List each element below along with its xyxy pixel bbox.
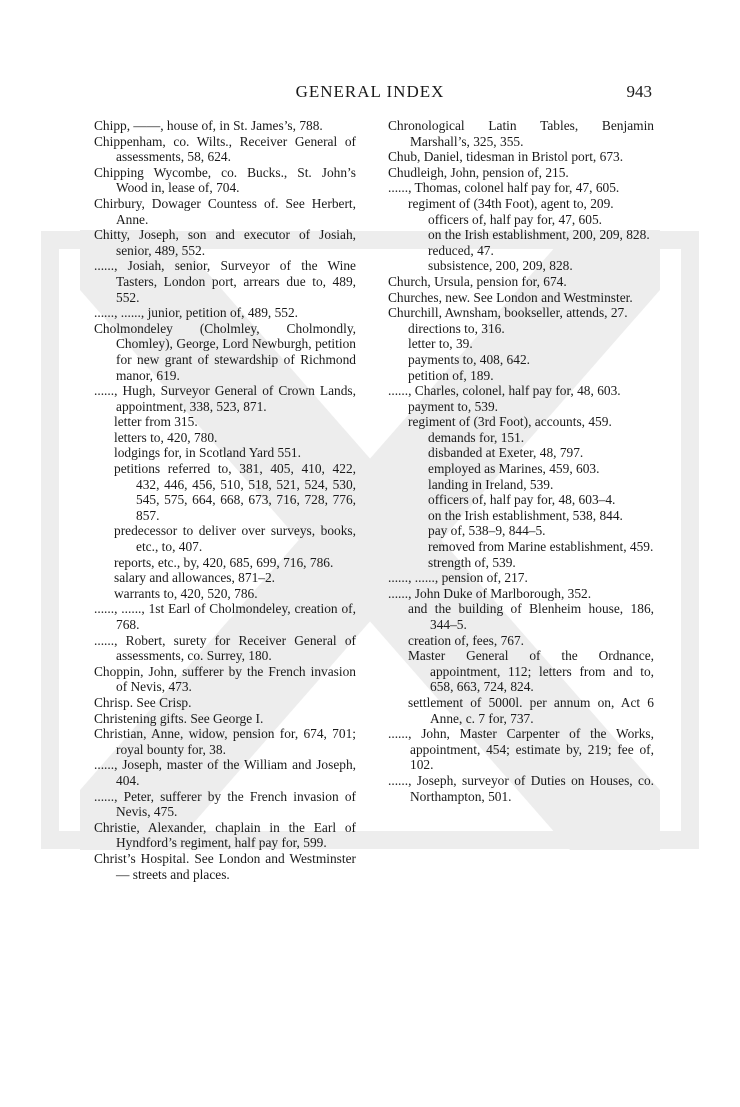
index-entry: regiment of (34th Foot), agent to, 209. (408, 195, 614, 211)
index-entry: regiment of (3rd Foot), accounts, 459. (408, 414, 612, 430)
index-entry: ......, John, Master Carpenter of the Works, appointment, 454; estimate by, 219; fee of, 102. (388, 726, 654, 773)
index-entry: and the building of Blenheim house, 186, 344–5. (408, 601, 654, 632)
index-entry: demands for, 151. (428, 429, 525, 445)
index-entry: Christian, Anne, widow, pension for, 674, 701; royal bounty for, 38. (94, 726, 356, 757)
index-entry: letters to, 420, 780. (114, 429, 218, 445)
index-entry: Chipping Wycombe, co. Bucks., St. John’s Wood in, lease of, 704. (94, 164, 356, 196)
index-entry: payments to, 408, 642. (408, 351, 530, 367)
index-entry: directions to, 316. (408, 320, 505, 336)
index-entry: ......, Thomas, colonel half pay for, 47, 605. (388, 180, 620, 196)
index-entry: ......, Robert, surety for Receiver General of assessments, co. Surrey, 180. (94, 632, 356, 664)
index-entry: ......, ......, 1st Earl of Cholmondeley, creation of, 768. (94, 601, 356, 632)
index-entry: ......, ......, pension of, 217. (388, 570, 528, 586)
index-entry: salary and allowances, 871–2. (114, 570, 276, 586)
index-entry: Chub, Daniel, tidesman in Bristol port, 673. (388, 149, 624, 165)
index-entry: Christie, Alexander, chaplain in the Earl of Hyndford’s regiment, half pay for, 599. (94, 819, 356, 851)
index-entry: on the Irish establishment, 538, 844. (428, 507, 623, 523)
index-entry: subsistence, 200, 209, 828. (428, 258, 573, 274)
index-column-right (388, 118, 654, 804)
index-entry: Christening gifts. See George I. (94, 710, 264, 726)
index-entry: creation of, fees, 767. (408, 632, 525, 648)
index-entry: pay of, 538–9, 844–5. (428, 523, 546, 539)
index-entry: officers of, half pay for, 47, 605. (428, 211, 602, 227)
index-entry: petitions referred to, 381, 405, 410, 422, 432, 446, 456, 510, 518, 521, 524, 530, 545, 575, 664, 668, 673, 716, 728, 776, 857. (114, 461, 356, 523)
index-entry: Churchill, Awnsham, bookseller, attends, 27. (388, 305, 628, 321)
index-entry: Chronological Latin Tables, Benjamin Marshall’s, 325, 355. (388, 118, 654, 149)
index-entry: Christ’s Hospital. See London and Westminster — streets and places. (94, 850, 356, 882)
index-entry: reduced, 47. (428, 242, 494, 258)
index-entry: Master General of the Ordnance, appointment, 112; letters from and to, 658, 663, 724, 824. (408, 648, 654, 695)
index-entry: letter from 315. (114, 414, 198, 430)
index-entry: landing in Ireland, 539. (428, 476, 554, 492)
index-entry: Choppin, John, sufferer by the French invasion of Nevis, 473. (94, 663, 356, 695)
index-entry: disbanded at Exeter, 48, 797. (428, 445, 584, 461)
index-entry: ......, John Duke of Marlborough, 352. (388, 585, 592, 601)
index-entry: officers of, half pay for, 48, 603–4. (428, 492, 616, 508)
index-entry: predecessor to deliver over surveys, books, etc., to, 407. (114, 523, 356, 555)
page-header (0, 82, 740, 106)
index-entry: Churches, new. See London and Westminster. (388, 289, 633, 305)
index-entry: Cholmondeley (Cholmley, Cholmondly, Chomley), George, Lord Newburgh, petition for new grant of stewardship of Richmond manor, 619. (94, 320, 356, 383)
page-number: 943 (626, 82, 652, 101)
index-entry: payment to, 539. (408, 398, 499, 414)
index-entry: lodgings for, in Scotland Yard 551. (114, 445, 301, 461)
running-title: GENERAL INDEX (295, 82, 445, 101)
index-entry: employed as Marines, 459, 603. (428, 461, 600, 477)
index-entry: ......, Hugh, Surveyor General of Crown Lands, appointment, 338, 523, 871. (94, 383, 356, 414)
index-entry: ......, Peter, sufferer by the French invasion of Nevis, 475. (94, 788, 356, 820)
index-entry: removed from Marine establishment, 459. (428, 539, 654, 555)
index-entry: Chirbury, Dowager Countess of. See Herbert, Anne. (94, 195, 356, 227)
index-entry: settlement of 5000l. per annum on, Act 6 Anne, c. 7 for, 737. (408, 694, 654, 726)
index-entry: ......, Charles, colonel, half pay for, 48, 603. (388, 383, 621, 399)
index-entry: ......, ......, junior, petition of, 489, 552. (94, 305, 299, 321)
index-entry: ......, Joseph, surveyor of Duties on Houses, co. Northampton, 501. (388, 772, 654, 804)
index-entry: letter to, 39. (408, 336, 473, 352)
index-entry: on the Irish establishment, 200, 209, 828. (428, 227, 650, 243)
index-column-left (94, 118, 356, 882)
index-entry: ......, Josiah, senior, Surveyor of the Wine Tasters, London port, arrears due to, 489, 552. (94, 258, 356, 305)
index-entry: strength of, 539. (428, 554, 516, 570)
index-entry: Chrisp. See Crisp. (94, 694, 192, 710)
index-entry: Chipp, ——, house of, in St. James’s, 788. (94, 118, 323, 133)
index-entry: ......, Joseph, master of the William and Joseph, 404. (94, 757, 356, 788)
index-entry: Chitty, Joseph, son and executor of Josiah, senior, 489, 552. (94, 227, 356, 258)
index-entry: Church, Ursula, pension for, 674. (388, 273, 567, 289)
index-entry: reports, etc., by, 420, 685, 699, 716, 786. (114, 554, 334, 570)
index-entry: Chippenham, co. Wilts., Receiver General of assessments, 58, 624. (94, 133, 356, 165)
index-entry: Chudleigh, John, pension of, 215. (388, 164, 569, 180)
index-entry: petition of, 189. (408, 367, 494, 383)
index-entry: warrants to, 420, 520, 786. (114, 585, 258, 601)
